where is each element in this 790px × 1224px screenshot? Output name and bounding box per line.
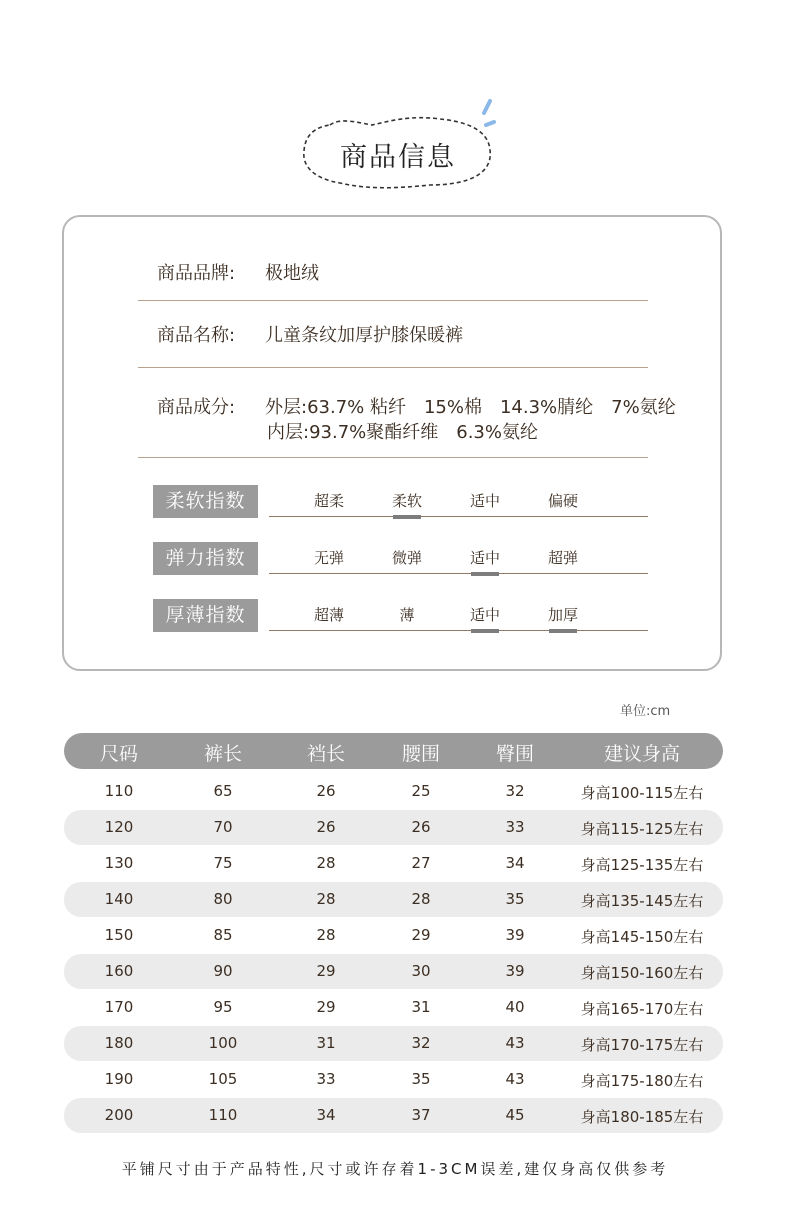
table-header-cell: 尺码 xyxy=(99,743,138,765)
table-cell: 45 xyxy=(505,1106,525,1124)
table-cell: 26 xyxy=(316,818,336,836)
rating-baseline xyxy=(269,516,648,517)
table-cell: 43 xyxy=(505,1034,525,1052)
rating-option: 超柔 xyxy=(313,492,344,510)
table-cell: 33 xyxy=(316,1070,336,1088)
table-cell: 身高165-170左右 xyxy=(580,1000,704,1018)
table-cell: 150 xyxy=(104,926,134,944)
table-row xyxy=(64,774,723,809)
table-cell: 80 xyxy=(213,890,233,908)
name-label: 商品名称: xyxy=(157,325,236,346)
table-row xyxy=(64,1098,723,1133)
table-cell: 140 xyxy=(104,890,134,908)
table-cell: 身高125-135左右 xyxy=(580,856,704,874)
table-cell: 26 xyxy=(411,818,431,836)
rating-label: 柔软指数 xyxy=(153,485,258,518)
rating-row xyxy=(153,599,648,633)
composition-label: 商品成分: xyxy=(157,397,236,418)
table-cell: 120 xyxy=(104,818,134,836)
rating-option: 超薄 xyxy=(313,606,344,624)
table-cell: 40 xyxy=(505,998,525,1016)
table-header-cell: 腰围 xyxy=(401,743,440,765)
rating-baseline xyxy=(269,573,648,574)
table-cell: 190 xyxy=(104,1070,134,1088)
sparkle-icon xyxy=(472,95,502,135)
rating-label: 弹力指数 xyxy=(153,542,258,575)
table-cell: 32 xyxy=(411,1034,431,1052)
table-cell: 180 xyxy=(104,1034,134,1052)
table-header-cell: 裤长 xyxy=(203,743,242,765)
table-cell: 30 xyxy=(411,962,431,980)
table-cell: 170 xyxy=(104,998,134,1016)
table-cell: 29 xyxy=(316,962,336,980)
divider xyxy=(138,457,648,458)
table-cell: 37 xyxy=(411,1106,431,1124)
table-cell: 34 xyxy=(316,1106,336,1124)
size-table-header xyxy=(64,733,723,769)
rating-row xyxy=(153,485,648,519)
footer-note: 平铺尺寸由于产品特性,尺寸或许存着1-3CM误差,建仅身高仅供参考 xyxy=(121,1160,669,1178)
unit-label: 单位:cm xyxy=(620,704,671,719)
rating-selected-mark xyxy=(393,515,421,519)
table-header-cell: 臀围 xyxy=(495,743,534,765)
rating-label: 厚薄指数 xyxy=(153,599,258,632)
table-row xyxy=(64,882,723,917)
rating-option: 适中 xyxy=(469,492,500,510)
table-row xyxy=(64,918,723,953)
rating-option: 超弹 xyxy=(547,549,578,567)
table-cell: 32 xyxy=(505,782,525,800)
table-header-cell: 建议身高 xyxy=(603,743,680,765)
table-row xyxy=(64,954,723,989)
table-cell: 90 xyxy=(213,962,233,980)
table-cell: 29 xyxy=(316,998,336,1016)
table-cell: 33 xyxy=(505,818,525,836)
table-row xyxy=(64,1062,723,1097)
table-cell: 28 xyxy=(411,890,431,908)
table-cell: 160 xyxy=(104,962,134,980)
table-cell: 39 xyxy=(505,962,525,980)
table-cell: 75 xyxy=(213,854,233,872)
page-title: 商品信息 xyxy=(340,142,456,173)
composition-outer: 外层:63.7% 粘纤 15%棉 14.3%腈纶 7%氨纶 xyxy=(265,397,676,418)
table-row xyxy=(64,810,723,845)
table-cell: 身高150-160左右 xyxy=(580,964,704,982)
table-cell: 身高175-180左右 xyxy=(580,1072,704,1090)
table-cell: 31 xyxy=(316,1034,336,1052)
table-cell: 105 xyxy=(208,1070,238,1088)
rating-option: 适中 xyxy=(469,606,500,624)
section-title-block xyxy=(300,95,500,195)
brand-value: 极地绒 xyxy=(265,263,319,284)
rating-row xyxy=(153,542,648,576)
table-cell: 43 xyxy=(505,1070,525,1088)
rating-option: 加厚 xyxy=(547,606,578,624)
table-row xyxy=(64,1026,723,1061)
rating-selected-mark xyxy=(471,629,499,633)
table-cell: 26 xyxy=(316,782,336,800)
name-value: 儿童条纹加厚护膝保暖裤 xyxy=(265,325,463,346)
table-cell: 31 xyxy=(411,998,431,1016)
table-cell: 身高170-175左右 xyxy=(580,1036,704,1054)
rating-option: 薄 xyxy=(399,606,415,624)
rating-selected-mark xyxy=(549,629,577,633)
table-cell: 34 xyxy=(505,854,525,872)
table-cell: 28 xyxy=(316,926,336,944)
rating-option: 适中 xyxy=(469,549,500,567)
divider xyxy=(138,300,648,301)
table-cell: 28 xyxy=(316,854,336,872)
rating-option: 无弹 xyxy=(313,549,344,567)
composition-inner: 内层:93.7%聚酯纤维 6.3%氨纶 xyxy=(267,422,538,443)
table-cell: 100 xyxy=(208,1034,238,1052)
table-cell: 29 xyxy=(411,926,431,944)
divider xyxy=(138,367,648,368)
table-cell: 110 xyxy=(208,1106,238,1124)
rating-option: 偏硬 xyxy=(547,492,578,510)
table-cell: 39 xyxy=(505,926,525,944)
table-cell: 28 xyxy=(316,890,336,908)
table-cell: 35 xyxy=(411,1070,431,1088)
table-cell: 身高180-185左右 xyxy=(580,1108,704,1126)
table-row xyxy=(64,846,723,881)
rating-option: 柔软 xyxy=(391,492,422,510)
rating-selected-mark xyxy=(471,572,499,576)
table-cell: 身高100-115左右 xyxy=(580,784,704,802)
table-header-cell: 裆长 xyxy=(306,743,345,765)
table-cell: 身高145-150左右 xyxy=(580,928,704,946)
table-cell: 25 xyxy=(411,782,431,800)
table-cell: 35 xyxy=(505,890,525,908)
brand-label: 商品品牌: xyxy=(157,263,236,284)
table-cell: 65 xyxy=(213,782,233,800)
table-cell: 70 xyxy=(213,818,233,836)
table-row xyxy=(64,990,723,1025)
table-cell: 200 xyxy=(104,1106,134,1124)
table-cell: 85 xyxy=(213,926,233,944)
rating-option: 微弹 xyxy=(391,549,422,567)
table-cell: 95 xyxy=(213,998,233,1016)
table-cell: 身高115-125左右 xyxy=(580,820,704,838)
table-cell: 130 xyxy=(104,854,134,872)
table-cell: 27 xyxy=(411,854,431,872)
table-cell: 身高135-145左右 xyxy=(580,892,704,910)
rating-baseline xyxy=(269,630,648,631)
table-cell: 110 xyxy=(104,782,134,800)
